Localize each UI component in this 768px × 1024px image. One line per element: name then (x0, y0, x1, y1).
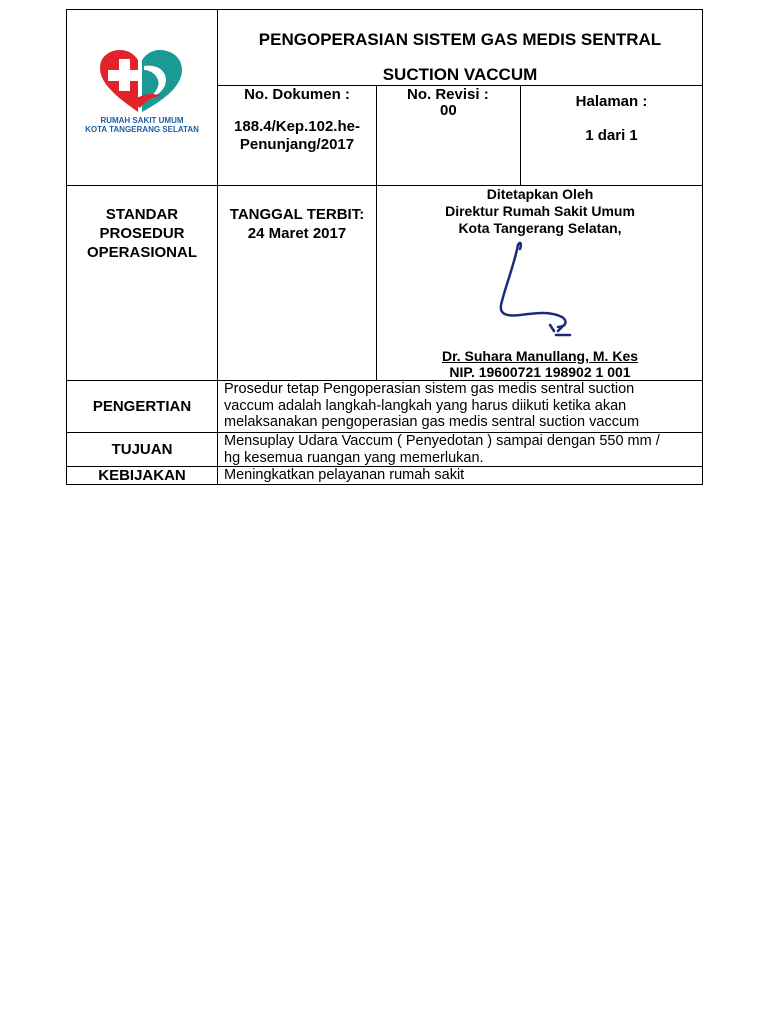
approval-line-1: Ditetapkan Oleh (486, 186, 594, 202)
revision-label: No. Revisi : (407, 86, 489, 103)
table-border-right (702, 9, 703, 485)
table-border-top (66, 9, 703, 10)
logo-text-line-1: RUMAH SAKIT UMUM (100, 116, 184, 125)
sop-label-line-3: OPERASIONAL (86, 244, 197, 261)
kebijakan-text: Meningkatkan pelayanan rumah sakit (224, 467, 465, 483)
doc-number-value-1: 188.4/Kep.102.he- (234, 118, 360, 135)
issue-date-value: 24 Maret 2017 (247, 225, 347, 242)
pengertian-text (224, 381, 700, 431)
revision-value: 00 (440, 102, 457, 119)
tujuan-line-2: hg kesemua ruangan yang memerlukan. (224, 449, 484, 466)
pengertian-line-1: Prosedur tetap Pengoperasian sistem gas medis sentral suction (224, 381, 635, 397)
page-value: 1 dari 1 (585, 127, 638, 144)
approval-line-3: Kota Tangerang Selatan, (458, 220, 622, 236)
signer-nip: NIP. 19600721 198902 1 001 (449, 364, 631, 380)
document-subtitle: SUCTION VACCUM (382, 65, 538, 84)
hospital-logo (70, 40, 214, 140)
director-signature (490, 235, 590, 340)
doc-number-value-2: Penunjang/2017 (239, 136, 355, 153)
pengertian-line-2: vaccum adalah langkah-langkah yang harus diikuti ketika akan (224, 397, 627, 414)
tujuan-line-1: Mensuplay Udara Vaccum ( Penyedotan ) sampai dengan 550 mm / (224, 433, 660, 449)
document-title: PENGOPERASIAN SISTEM GAS MEDIS SENTRAL (258, 30, 662, 49)
kebijakan-label: KEBIJAKAN (98, 467, 186, 484)
pengertian-line-3: melaksanakan pengoperasian gas medis sentral suction vaccum (224, 414, 640, 430)
pengertian-label: PENGERTIAN (92, 398, 192, 415)
signer-name: Dr. Suhara Manullang, M. Kes (441, 348, 639, 364)
sop-label-line-1: STANDAR (105, 206, 179, 223)
logo-text-line-2: KOTA TANGERANG SELATAN (85, 125, 199, 134)
heart-cross-logo-icon (70, 40, 214, 116)
tujuan-label: TUJUAN (111, 441, 173, 458)
doc-number-label: No. Dokumen : (244, 86, 350, 103)
sop-label-line-2: PROSEDUR (99, 225, 185, 242)
tujuan-text (224, 433, 700, 466)
issue-date-label: TANGGAL TERBIT: (229, 206, 365, 223)
approval-line-2: Direktur Rumah Sakit Umum (445, 203, 635, 219)
page-label: Halaman : (575, 93, 648, 110)
